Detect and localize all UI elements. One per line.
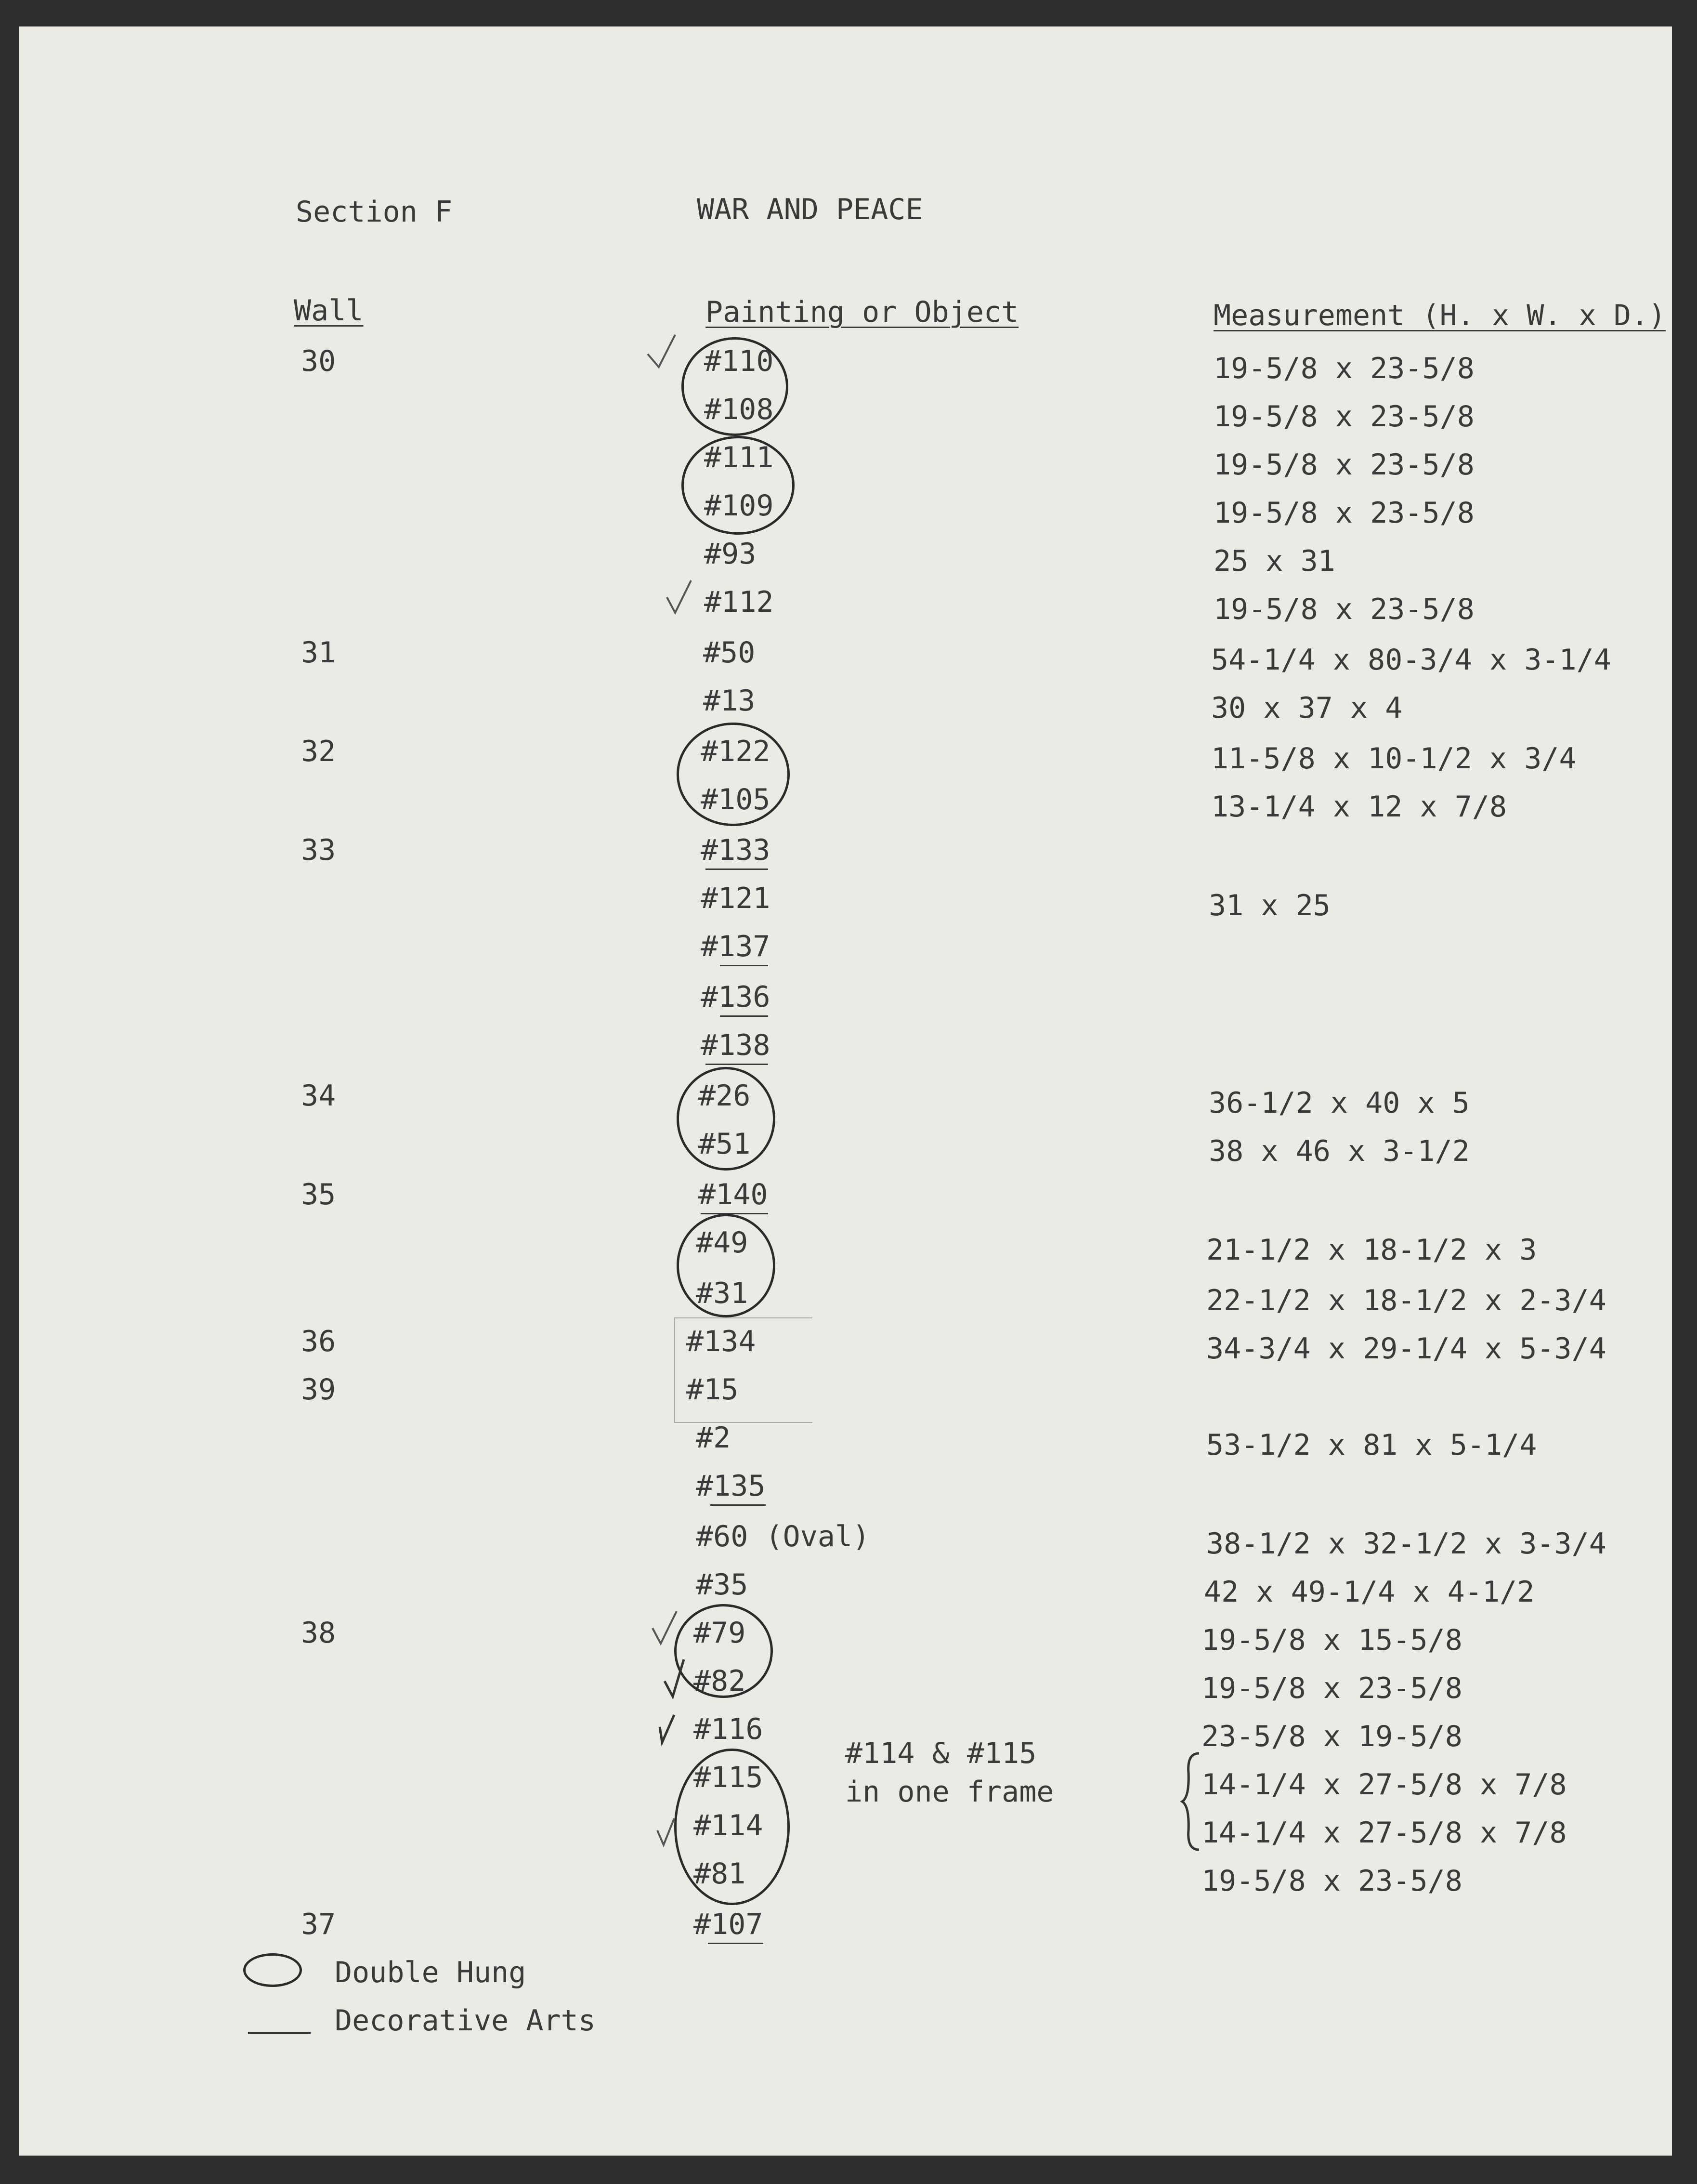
measurement-value: 19-5/8 x 23-5/8 bbox=[1214, 496, 1475, 530]
double-hung-circle-115-114-81 bbox=[674, 1749, 790, 1905]
object-number: #107 bbox=[693, 1908, 763, 1941]
legend-decorative-arts: Decorative Arts bbox=[335, 2004, 596, 2038]
wall-number: 37 bbox=[301, 1908, 336, 1941]
object-number: #35 bbox=[696, 1568, 748, 1602]
measurement-value: 54-1/4 x 80-3/4 x 3-1/4 bbox=[1211, 643, 1611, 677]
legend-circle-icon bbox=[243, 1953, 302, 1987]
section-label: Section F bbox=[296, 195, 453, 229]
measurement-value: 19-5/8 x 23-5/8 bbox=[1214, 448, 1475, 482]
object-number: #138 bbox=[701, 1028, 770, 1062]
object-number: #60 (Oval) bbox=[696, 1520, 870, 1553]
check-mark-icon bbox=[645, 332, 679, 371]
object-number: #114 bbox=[693, 1809, 763, 1842]
object-number: #135 bbox=[696, 1469, 766, 1503]
check-mark-icon bbox=[655, 1712, 679, 1746]
wall-number: 31 bbox=[301, 636, 336, 670]
object-number: #2 bbox=[696, 1421, 731, 1455]
measurement-value: 19-5/8 x 23-5/8 bbox=[1201, 1671, 1462, 1705]
wall-number: 36 bbox=[301, 1325, 336, 1358]
wall-number: 34 bbox=[301, 1079, 336, 1113]
decorative-arts-underline bbox=[720, 1015, 768, 1017]
measurement-value: 30 x 37 x 4 bbox=[1211, 691, 1403, 725]
object-column-header: Painting or Object bbox=[705, 295, 1019, 329]
object-number: #116 bbox=[693, 1712, 763, 1746]
wall-column-header: Wall bbox=[294, 294, 364, 328]
legend-double-hung: Double Hung bbox=[335, 1956, 526, 1989]
object-number: #82 bbox=[693, 1664, 746, 1698]
object-number: #111 bbox=[704, 441, 774, 474]
measurement-value: 11-5/8 x 10-1/2 x 3/4 bbox=[1211, 742, 1577, 776]
bracket-icon bbox=[1180, 1751, 1204, 1852]
double-hung-circle-111-109 bbox=[681, 436, 795, 535]
measurement-value: 36-1/2 x 40 x 5 bbox=[1209, 1086, 1470, 1120]
measurement-value: 19-5/8 x 15-5/8 bbox=[1201, 1623, 1462, 1657]
measurement-value: 34-3/4 x 29-1/4 x 5-3/4 bbox=[1206, 1332, 1606, 1366]
object-number: #105 bbox=[701, 783, 770, 816]
object-number: #112 bbox=[704, 585, 774, 619]
wall-number: 32 bbox=[301, 735, 336, 768]
object-number: #13 bbox=[703, 684, 756, 718]
object-number: #110 bbox=[704, 344, 774, 378]
decorative-arts-underline bbox=[708, 1943, 763, 1944]
measurement-value: 22-1/2 x 18-1/2 x 2-3/4 bbox=[1206, 1284, 1606, 1317]
object-number: #108 bbox=[704, 393, 774, 426]
wall-number: 35 bbox=[301, 1178, 336, 1211]
object-number: #137 bbox=[701, 930, 770, 963]
object-number: #140 bbox=[698, 1178, 768, 1211]
measurement-column-header: Measurement (H. x W. x D.) bbox=[1214, 299, 1666, 332]
measurement-value: 19-5/8 x 23-5/8 bbox=[1214, 352, 1475, 385]
decorative-arts-underline bbox=[710, 1504, 766, 1506]
wall-number: 30 bbox=[301, 344, 336, 378]
measurement-value: 21-1/2 x 18-1/2 x 3 bbox=[1206, 1233, 1537, 1267]
frame-note-line2: in one frame bbox=[845, 1775, 1054, 1809]
decorative-arts-underline bbox=[720, 965, 768, 966]
measurement-value: 38 x 46 x 3-1/2 bbox=[1209, 1134, 1470, 1168]
object-number: #115 bbox=[693, 1761, 763, 1794]
object-number: #51 bbox=[698, 1127, 751, 1161]
object-number: #109 bbox=[704, 489, 774, 523]
measurement-value: 19-5/8 x 23-5/8 bbox=[1214, 400, 1475, 434]
double-hung-circle-122-105 bbox=[677, 723, 790, 826]
object-number: #133 bbox=[701, 833, 770, 867]
frame-note-line1: #114 & #115 bbox=[845, 1737, 1037, 1770]
object-number: #122 bbox=[701, 735, 770, 768]
double-hung-circle-26-51 bbox=[677, 1067, 775, 1171]
object-number: #121 bbox=[701, 881, 770, 915]
object-number: #26 bbox=[698, 1079, 751, 1113]
wall-number: 33 bbox=[301, 833, 336, 867]
measurement-value: 53-1/2 x 81 x 5-1/4 bbox=[1206, 1428, 1537, 1462]
object-number: #15 bbox=[686, 1373, 739, 1407]
document-title: WAR AND PEACE bbox=[697, 193, 923, 226]
measurement-value: 25 x 31 bbox=[1214, 544, 1335, 578]
wall-number: 39 bbox=[301, 1373, 336, 1407]
object-number: #134 bbox=[686, 1325, 756, 1358]
check-mark-icon bbox=[665, 578, 693, 617]
measurement-value: 42 x 49-1/4 x 4-1/2 bbox=[1204, 1575, 1535, 1609]
measurement-value: 38-1/2 x 32-1/2 x 3-3/4 bbox=[1206, 1527, 1606, 1561]
object-number: #49 bbox=[696, 1226, 748, 1260]
object-number: #81 bbox=[693, 1857, 746, 1891]
measurement-value: 14-1/4 x 27-5/8 x 7/8 bbox=[1201, 1768, 1567, 1802]
double-hung-circle-49-31 bbox=[677, 1214, 775, 1317]
check-mark-icon bbox=[662, 1657, 691, 1700]
measurement-value: 23-5/8 x 19-5/8 bbox=[1201, 1720, 1462, 1753]
pencil-box bbox=[674, 1317, 812, 1423]
double-hung-circle-110-108 bbox=[681, 337, 788, 436]
check-mark-icon bbox=[655, 1816, 679, 1850]
measurement-value: 19-5/8 x 23-5/8 bbox=[1201, 1864, 1462, 1898]
check-mark-icon bbox=[650, 1609, 679, 1647]
object-number: #31 bbox=[696, 1276, 748, 1310]
decorative-arts-underline bbox=[705, 1064, 768, 1065]
measurement-value: 14-1/4 x 27-5/8 x 7/8 bbox=[1201, 1816, 1567, 1850]
object-number: #79 bbox=[693, 1616, 746, 1650]
object-number: #136 bbox=[701, 980, 770, 1014]
legend-underline-icon bbox=[248, 2032, 311, 2034]
decorative-arts-underline bbox=[701, 1213, 768, 1214]
decorative-arts-underline bbox=[705, 868, 768, 870]
object-number: #93 bbox=[704, 537, 757, 571]
measurement-value: 13-1/4 x 12 x 7/8 bbox=[1211, 790, 1507, 824]
measurement-value: 19-5/8 x 23-5/8 bbox=[1214, 592, 1475, 626]
object-number: #50 bbox=[703, 636, 756, 670]
measurement-value: 31 x 25 bbox=[1209, 889, 1331, 922]
wall-number: 38 bbox=[301, 1616, 336, 1650]
